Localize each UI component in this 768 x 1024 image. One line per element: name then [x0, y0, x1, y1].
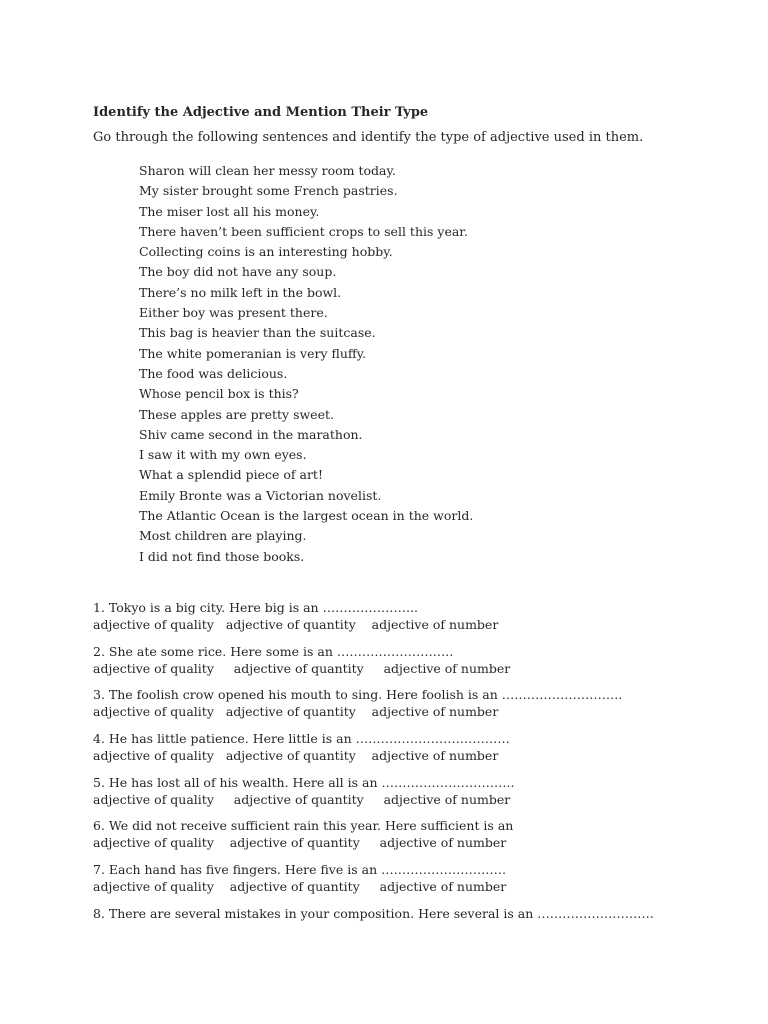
sentence-text: Emily Bronte was a Victorian novelist.: [139, 487, 382, 503]
sentence-text: The food was delicious.: [139, 365, 288, 381]
worksheet-instructions: Go through the following sentences and identify the type of adjective used in them.: [93, 130, 644, 145]
question-text: 4. He has little patience. Here little is an ……………………………….: [93, 731, 510, 747]
answer-options: adjective of quality adjective of quantity adjective of number: [93, 835, 507, 851]
sentence-text: I saw it with my own eyes.: [139, 447, 307, 463]
question-text: 7. Each hand has five fingers. Here five is an …………………………: [93, 862, 507, 878]
question-text: 8. There are several mistakes in your composition. Here several is an ……………………….: [93, 905, 654, 921]
answer-options: adjective of quality adjective of quantity adjective of number: [93, 791, 511, 807]
question-text: 2. She ate some rice. Here some is an ……………………….: [93, 643, 454, 659]
sentence-text: Collecting coins is an interesting hobby.: [139, 244, 393, 260]
question-block: [93, 817, 654, 861]
answer-options: adjective of quality adjective of quantity adjective of number: [93, 660, 511, 676]
worksheet-title: Identify the Adjective and Mention Their Type: [93, 105, 429, 120]
answer-options: adjective of quality adjective of quantity adjective of number: [93, 748, 499, 764]
question-block: [93, 599, 654, 643]
question-section: [93, 599, 654, 949]
sentence-text: This bag is heavier than the suitcase.: [139, 325, 376, 341]
question-block: [93, 861, 654, 905]
sentence-text: Whose pencil box is this?: [139, 386, 299, 402]
sentence-text: The miser lost all his money.: [139, 203, 320, 219]
sentence-text: The white pomeranian is very fluffy.: [139, 345, 367, 361]
sentence-text: Sharon will clean her messy room today.: [139, 163, 396, 178]
sentence-text: These apples are pretty sweet.: [139, 406, 334, 422]
sentence-text: The boy did not have any soup.: [139, 264, 337, 280]
question-text: 3. The foolish crow opened his mouth to sing. Here foolish is an ………………………..: [93, 687, 623, 703]
answer-options: adjective of quality adjective of quantity adjective of number: [93, 617, 499, 632]
answer-options: adjective of quality adjective of quantity adjective of number: [93, 704, 499, 720]
sentence-text: What a splendid piece of art!: [139, 467, 323, 483]
sentence-text: My sister brought some French pastries.: [139, 183, 398, 199]
question-block: [93, 774, 654, 818]
sentence-text: There’s no milk left in the bowl.: [139, 284, 342, 300]
question-text: 6. We did not receive sufficient rain this year. Here sufficient is an: [93, 818, 514, 834]
question-text: 5. He has lost all of his wealth. Here all is an …………………………..: [93, 774, 515, 790]
question-block: [93, 643, 654, 687]
sentence-text: There haven’t been sufficient crops to sell this year.: [139, 223, 468, 239]
answer-options: adjective of quality adjective of quantity adjective of number: [93, 879, 507, 895]
question-block: [93, 905, 654, 949]
sentence-text: Either boy was present there.: [139, 305, 328, 321]
question-text: 1. Tokyo is a big city. Here big is an …………………..: [93, 600, 419, 615]
sentence-text: Shiv came second in the marathon.: [139, 426, 363, 442]
sentence-text: Most children are playing.: [139, 528, 307, 544]
question-block: [93, 730, 654, 774]
question-block: [93, 686, 654, 730]
sentence-text: I did not find those books.: [139, 548, 305, 564]
sentence-text: The Atlantic Ocean is the largest ocean in the world.: [139, 508, 474, 524]
